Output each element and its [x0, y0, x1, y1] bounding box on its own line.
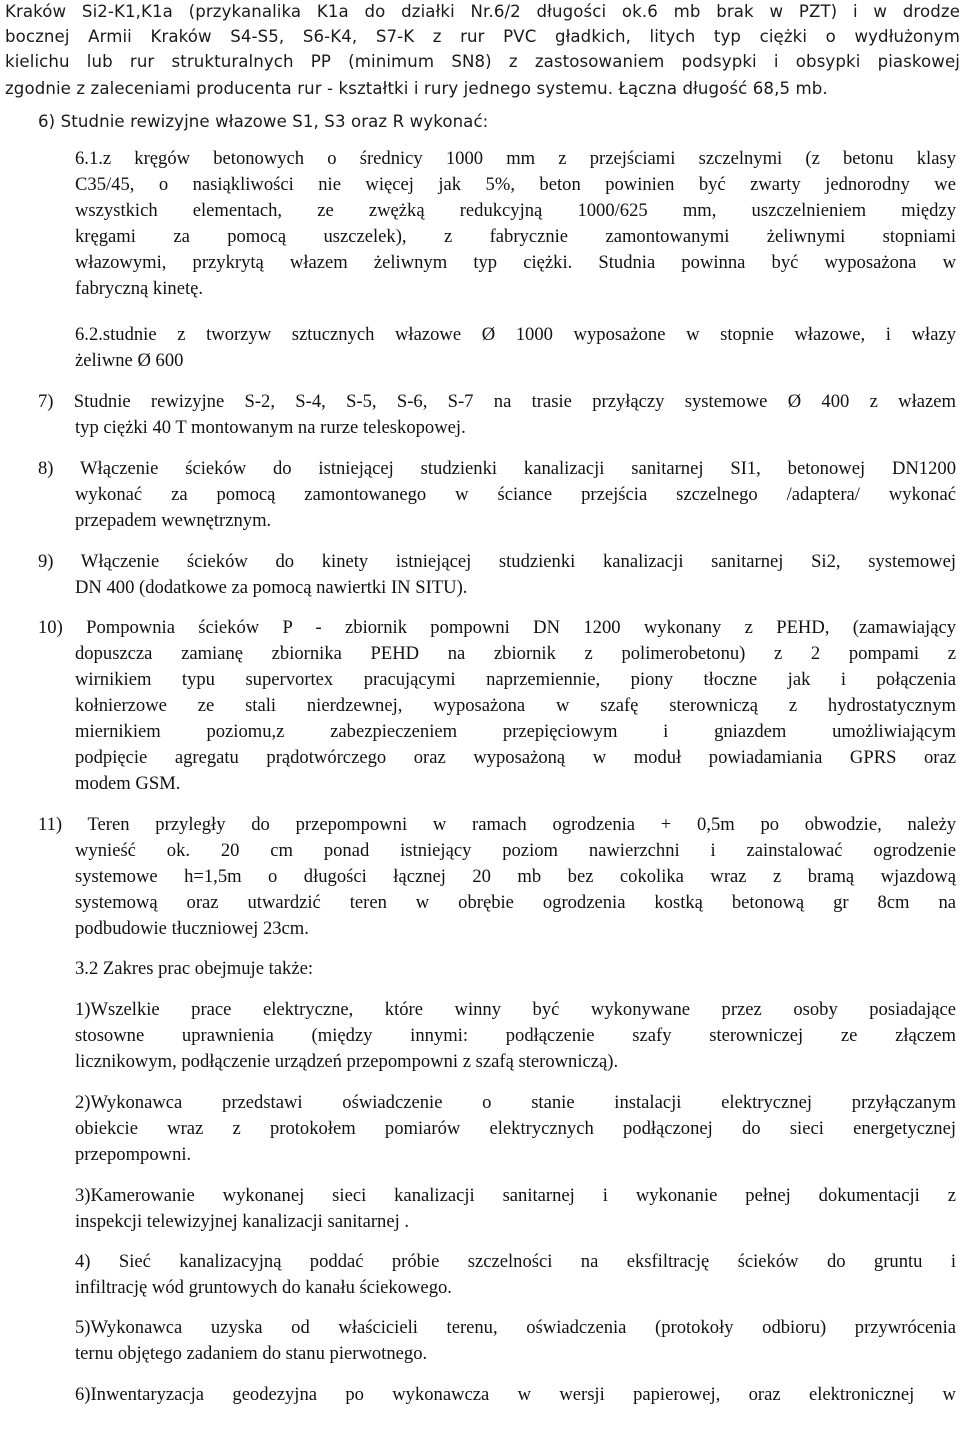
paragraph-line: Kraków Si2-K1,K1a (przykanalika K1a do działki Nr.6/2 długości ok.6 mb brak w PZT) i w drodze [5, 2, 960, 21]
list-item: 10) Pompownia ścieków P - zbiornik pompowni DN 1200 wykonany z PEHD, (zamawiający [38, 617, 956, 638]
list-item: kołnierzowe ze stali nierdzewnej, wyposażona w szafę sterowniczą z hydrostatycznym [75, 695, 956, 716]
list-item: miernikiem poziomu,z zabezpieczeniem przepięciowym i gniazdem umożliwiającym [75, 721, 956, 742]
list-item: 4) Sieć kanalizacyjną poddać próbie szczelności na eksfiltrację ścieków do gruntu i [75, 1251, 956, 1272]
list-item: wszystkich elementach, ze zwężką redukcyjną 1000/625 mm, uszczelnieniem między [75, 200, 956, 221]
list-item: modem GSM. [75, 773, 181, 794]
list-item: wykonać za pomocą zamontowanego w ściance przejścia szczelnego /adaptera/ wykonać [75, 484, 956, 505]
list-item: dopuszcza zamianę zbiornika PEHD na zbiornik z polimerobetonu) z 2 pompami z [75, 643, 956, 664]
list-item: stosowne uprawnienia (między innymi: podłączenie szafy sterowniczej ze złączem [75, 1025, 956, 1046]
list-item: licznikowym, podłączenie urządzeń przepompowni z szafą sterowniczą). [75, 1051, 619, 1072]
list-item: 2)Wykonawca przedstawi oświadczenie o stanie instalacji elektrycznej przyłączanym [75, 1092, 956, 1113]
list-item: typ ciężki 40 T montowanym na rurze teleskopowej. [75, 417, 466, 438]
list-item: wirnikiem typu supervortex pracującymi naprzemiennie, piony tłoczne jak i połączenia [75, 669, 956, 690]
list-item: 3)Kamerowanie wykonanej sieci kanalizacji sanitarnej i wykonanie pełnej dokumentacji z [75, 1185, 956, 1206]
list-item: fabryczną kinetę. [75, 278, 204, 299]
list-item: infiltrację wód gruntowych do kanału ściekowego. [75, 1277, 452, 1298]
list-item: 9) Włączenie ścieków do kinety istniejącej studzienki kanalizacji sanitarnej Si2, systemowej [38, 551, 956, 572]
list-item: 6.1.z kręgów betonowych o średnicy 1000 mm z przejściami szczelnymi (z betonu klasy [75, 148, 956, 169]
list-item-heading: 6) Studnie rewizyjne włazowe S1, S3 oraz R wykonać: [38, 112, 489, 131]
list-item: podpięcie agregatu prądotwórczego oraz wyposażoną w moduł powiadamiania GPRS oraz [75, 747, 956, 768]
list-item: przepadem wewnętrznym. [75, 510, 272, 531]
list-item: kręgami za pomocą uszczelek), z fabrycznie zamontowanymi żeliwnymi stopniami [75, 226, 956, 247]
list-item: systemową oraz utwardzić teren w obrębie ogrodzenia kostką betonową gr 8cm na [75, 892, 956, 913]
section-heading: 3.2 Zakres prac obejmuje także: [75, 958, 313, 979]
list-item: włazowymi, przykrytą włazem żeliwnym typ ciężki. Studnia powinna być wyposażona w [75, 252, 956, 273]
list-item: obiekcie wraz z protokołem pomiarów elektrycznych podłączonej do sieci energetycznej [75, 1118, 956, 1139]
list-item: DN 400 (dodatkowe za pomocą nawiertki IN SITU). [75, 577, 468, 598]
list-item: żeliwne Ø 600 [75, 350, 184, 371]
list-item: wynieść ok. 20 cm ponad istniejący poziom nawierzchni i zainstalować ogrodzenie [75, 840, 956, 861]
list-item: 1)Wszelkie prace elektryczne, które winny być wykonywane przez osoby posiadające [75, 999, 956, 1020]
list-item: 6.2.studnie z tworzyw sztucznych włazowe Ø 1000 wyposażone w stopnie włazowe, i włazy [75, 324, 956, 345]
list-item: 11) Teren przyległy do przepompowni w ramach ogrodzenia + 0,5m po obwodzie, należy [38, 814, 956, 835]
paragraph-line: bocznej Armii Kraków S4-S5, S6-K4, S7-K z rur PVC gładkich, litych typ ciężki o wydłużonym [5, 27, 960, 46]
paragraph-line: kielichu lub rur strukturalnych PP (minimum SN8) z zastosowaniem podsypki i obsypki piaskowej [5, 52, 960, 71]
list-item: 5)Wykonawca uzyska od właścicieli terenu, oświadczenia (protokoły odbioru) przywrócenia [75, 1317, 956, 1338]
list-item: ternu objętego zadaniem do stanu pierwotnego. [75, 1343, 428, 1364]
list-item: systemowe h=1,5m o długości łącznej 20 mb bez cokolika wraz z bramą wjazdową [75, 866, 956, 887]
list-item: 7) Studnie rewizyjne S-2, S-4, S-5, S-6, S-7 na trasie przyłączy systemowe Ø 400 z włazem [38, 391, 956, 412]
paragraph-line: zgodnie z zaleceniami producenta rur - kształtki i rury jednego systemu. Łączna długość 68,5 mb. [5, 79, 828, 98]
list-item: 6)Inwentaryzacja geodezyjna po wykonawcza w wersji papierowej, oraz elektronicznej w [75, 1384, 956, 1405]
list-item: przepompowni. [75, 1144, 192, 1165]
list-item: podbudowie tłuczniowej 23cm. [75, 918, 309, 939]
list-item: inspekcji telewizyjnej kanalizacji sanitarnej . [75, 1211, 410, 1232]
list-item: C35/45, o nasiąkliwości nie więcej jak 5%, beton powinien być zwarty jednorodny we [75, 174, 956, 195]
list-item: 8) Włączenie ścieków do istniejącej studzienki kanalizacji sanitarnej SI1, betonowej DN1200 [38, 458, 956, 479]
